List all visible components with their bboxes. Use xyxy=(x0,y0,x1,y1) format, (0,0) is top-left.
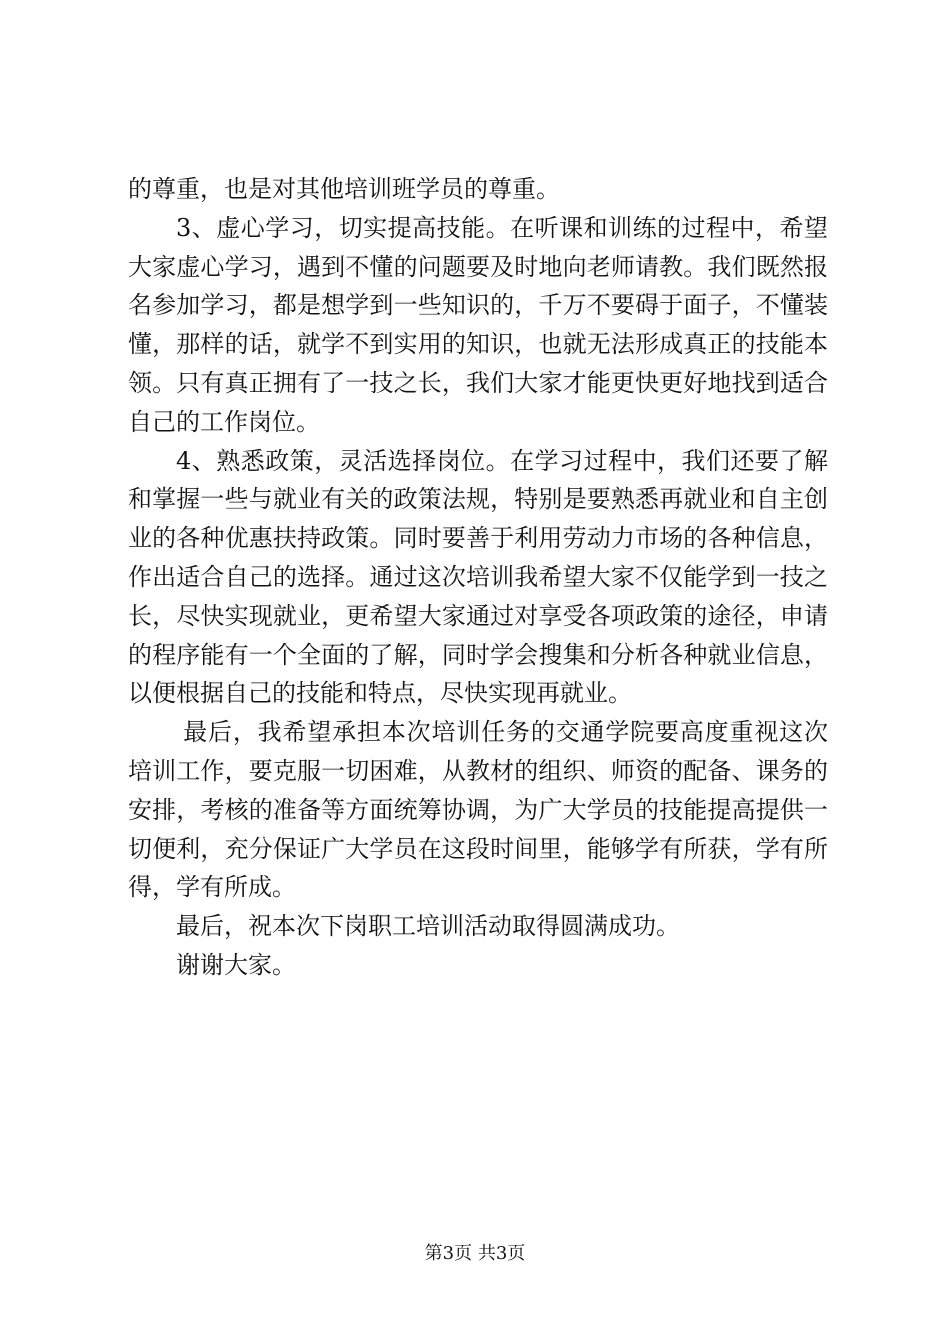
paragraph-closing-wish: 最后，祝本次下岗职工培训活动取得圆满成功。 xyxy=(176,912,680,941)
paragraph-point-4: 4、熟悉政策，灵活选择岗位。在学习过程中，我们还要了解和掌握一些与就业有关的政策法规，特别是要熟悉再就业和自主创业的各种优惠扶持政策。同时要善于利用劳动力市场的各种信息，作出适合自己的选择。通过这次培训我希望大家不仅能学到一技之长，尽快实现就业，更希望大家通过对享受各项政策的途径，申请的程序能有一个全面的了解，同时学会搜集和分析各种就业信息，以便根据自己的技能和特点，尽快实现再就业。 xyxy=(128,446,828,708)
paragraph-thanks: 谢谢大家。 xyxy=(176,950,296,979)
page-number-footer: 第3页 共3页 xyxy=(424,1243,526,1264)
document-body xyxy=(128,170,828,985)
paragraph-point-3: 3、虚心学习，切实提高技能。在听课和训练的过程中，希望大家虚心学习，遇到不懂的问题要及时地向老师请教。我们既然报名参加学习，都是想学到一些知识的，千万不要碍于面子，不懂装懂，那样的话，就学不到实用的知识，也就无法形成真正的技能本领。只有真正拥有了一技之长，我们大家才能更快更好地找到适合自己的工作岗位。 xyxy=(128,213,828,436)
paragraph-continuation: 的尊重，也是对其他培训班学员的尊重。 xyxy=(128,175,560,203)
paragraph-closing-request: 最后，我希望承担本次培训任务的交通学院要高度重视这次培训工作，要克服一切困难，从教材的组织、师资的配备、课务的安排，考核的准备等方面统筹协调，为广大学员的技能提高提供一切便利，充分保证广大学员在这段时间里，能够学有所获，学有所得，学有所成。 xyxy=(128,718,828,902)
